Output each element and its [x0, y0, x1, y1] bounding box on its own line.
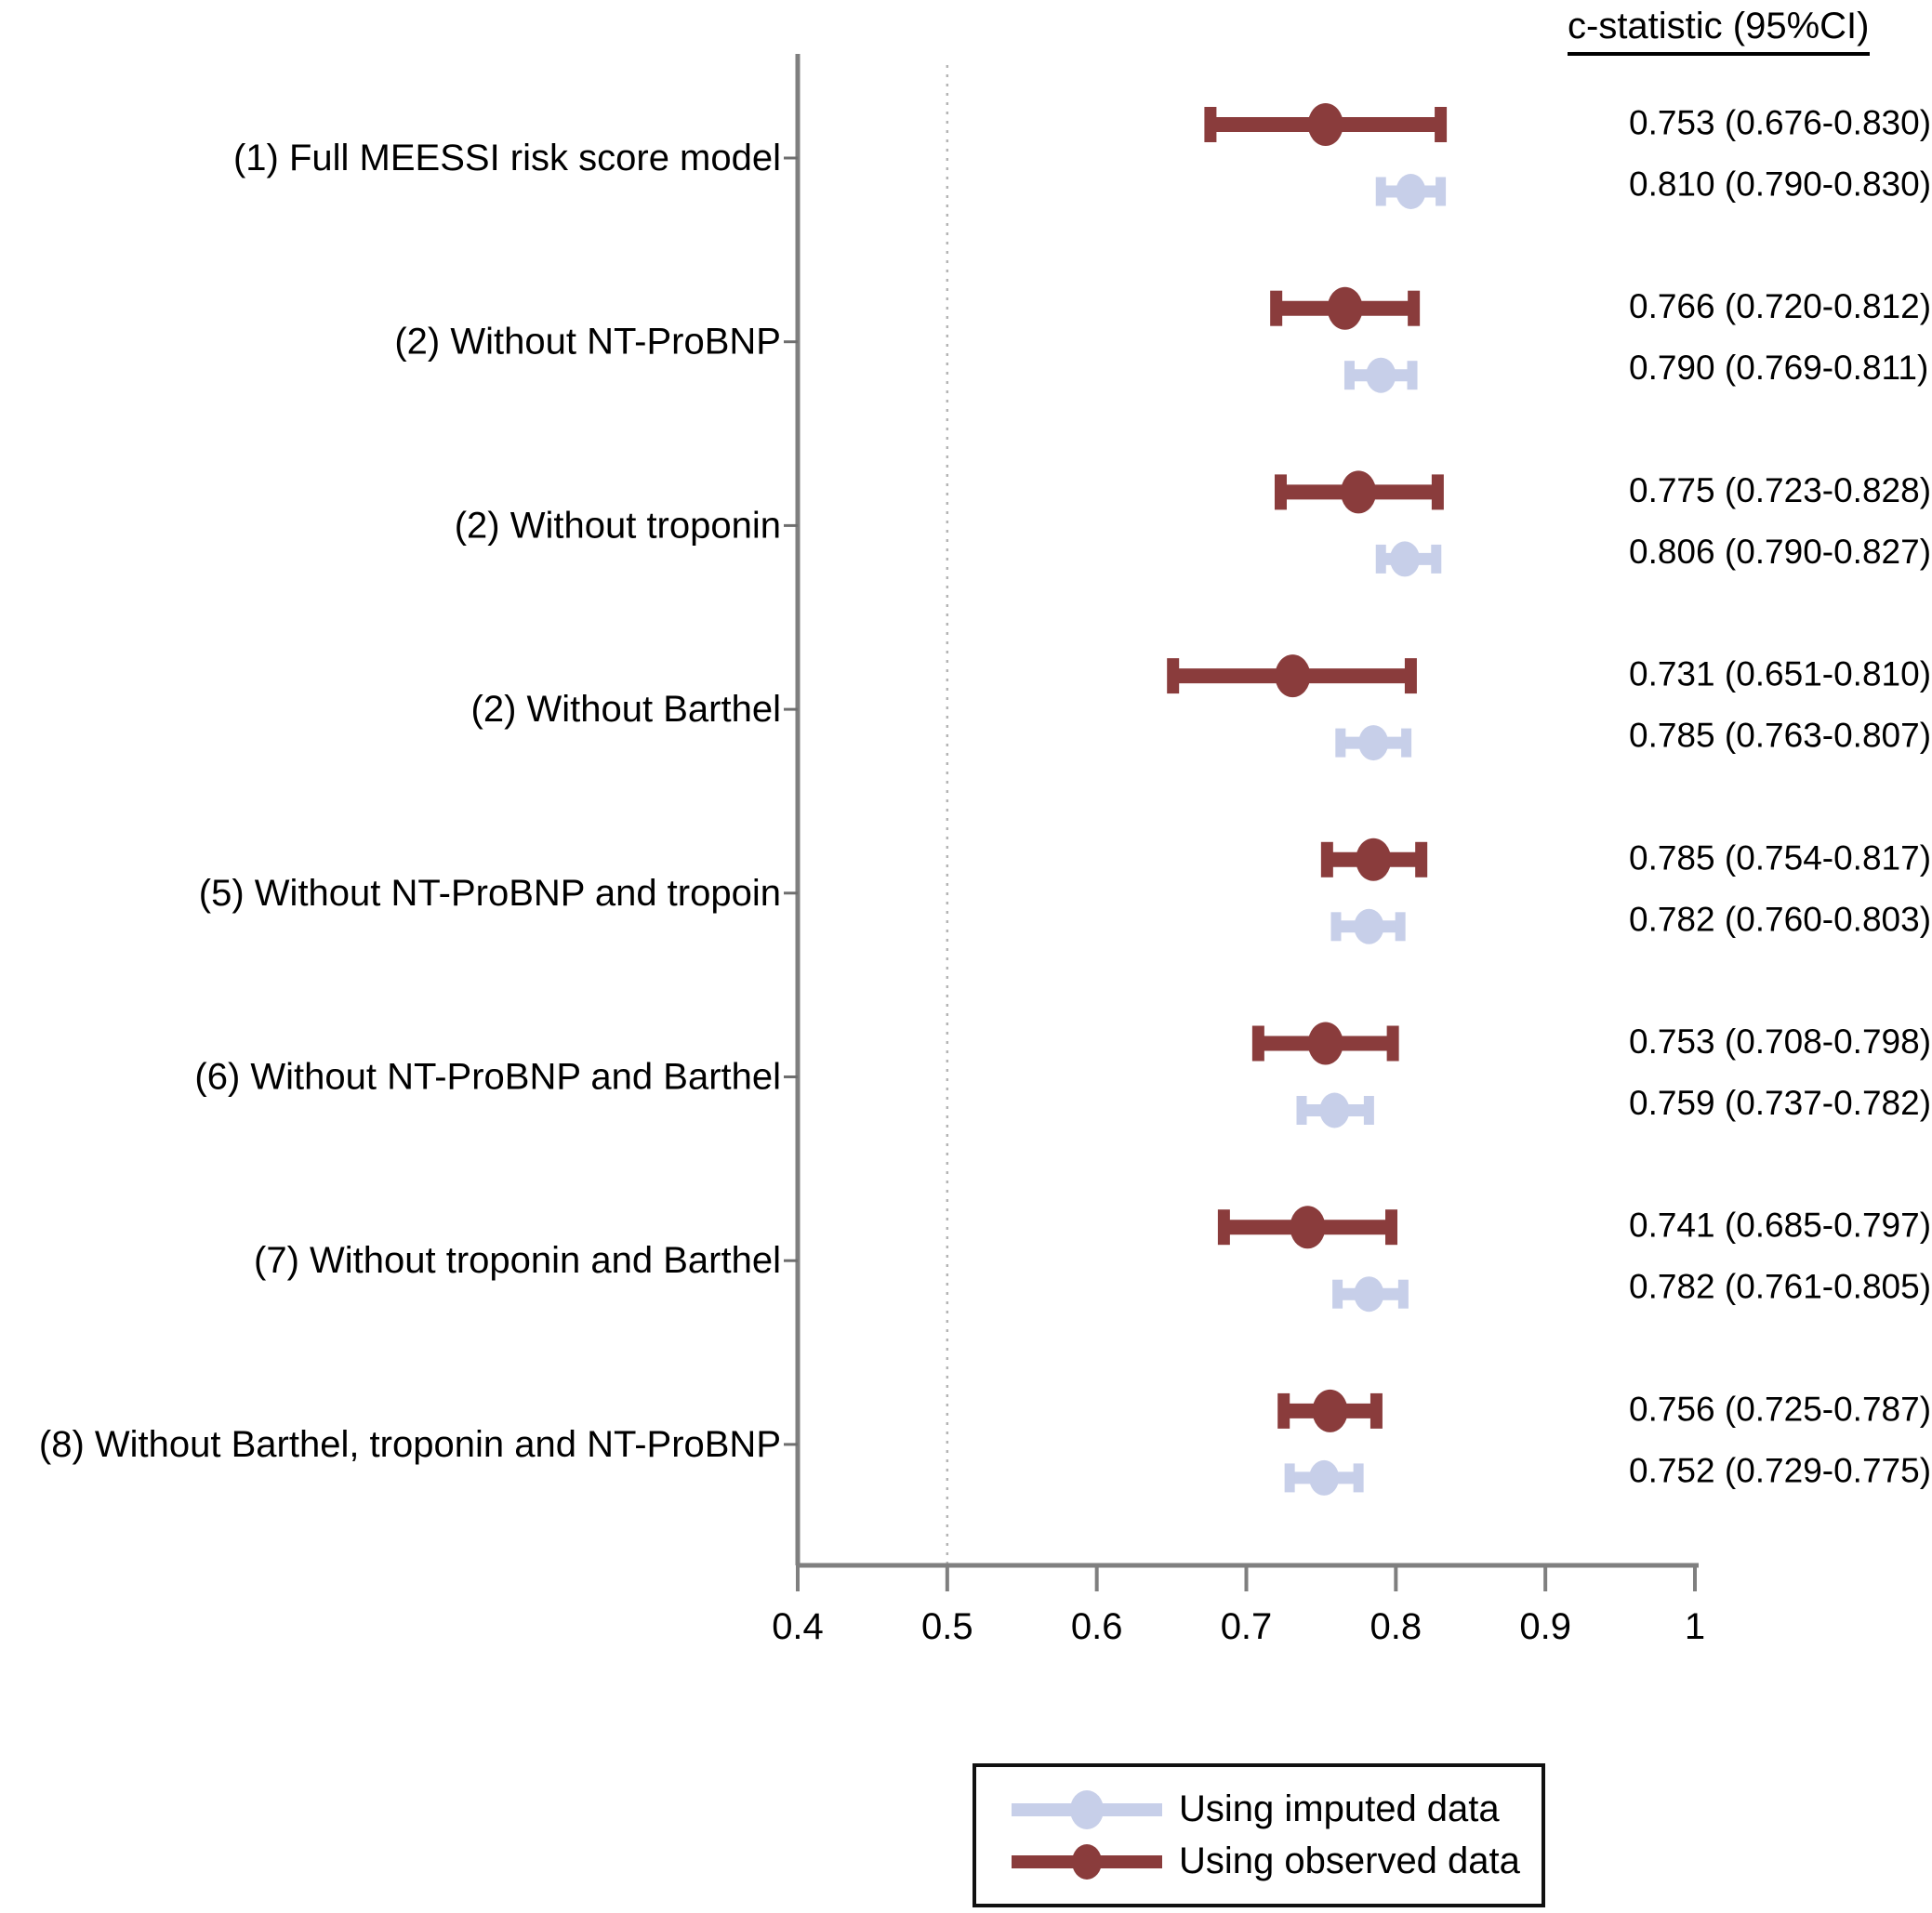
legend-label-imputed: Using imputed data	[1179, 1788, 1500, 1829]
imputed-marker	[1335, 725, 1411, 760]
c-statistic-value-observed: 0.753 (0.708-0.798)	[1629, 1022, 1932, 1061]
ci-cap-high	[1408, 291, 1420, 326]
ci-cap-low	[1167, 658, 1179, 693]
ci-cap-high	[1431, 545, 1441, 574]
imputed-marker	[1331, 909, 1406, 944]
estimate-dot	[1390, 541, 1420, 576]
x-axis-tick-label: 0.6	[1070, 1606, 1123, 1647]
estimate-dot	[1354, 909, 1383, 944]
c-statistic-value-imputed: 0.790 (0.769-0.811)	[1629, 349, 1929, 388]
c-statistic-value-observed: 0.731 (0.651-0.810)	[1629, 654, 1932, 693]
ci-cap-low	[1275, 474, 1287, 509]
c-statistic-value-observed: 0.753 (0.676-0.830)	[1629, 103, 1932, 142]
observed-marker	[1218, 1206, 1397, 1248]
imputed-marker	[1285, 1460, 1364, 1496]
row-label: (2) Without NT-ProBNP	[394, 321, 781, 363]
estimate-dot	[1358, 725, 1388, 760]
imputed-marker	[1332, 1276, 1409, 1312]
observed-marker	[1275, 470, 1444, 513]
estimate-dot	[1308, 1022, 1343, 1065]
ci-cap-high	[1364, 1096, 1374, 1125]
ci-cap-low	[1285, 1463, 1295, 1492]
ci-cap-low	[1332, 1280, 1343, 1309]
estimate-dot	[1341, 470, 1376, 513]
ci-cap-high	[1436, 178, 1446, 206]
ci-cap-low	[1252, 1026, 1264, 1062]
c-statistic-value-observed: 0.775 (0.723-0.828)	[1629, 470, 1932, 509]
ci-cap-low	[1344, 361, 1355, 389]
ci-cap-high	[1354, 1463, 1364, 1492]
c-statistic-value-observed: 0.785 (0.754-0.817)	[1629, 838, 1932, 877]
estimate-dot	[1319, 1093, 1349, 1128]
ci-cap-low	[1321, 842, 1333, 877]
row-label: (1) Full MEESSI risk score model	[232, 138, 781, 178]
c-statistic-value-imputed: 0.785 (0.763-0.807)	[1629, 716, 1932, 755]
x-axis-tick-label: 0.4	[772, 1606, 824, 1647]
imputed-marker-icon	[1008, 1786, 1166, 1834]
row-label: (5) Without NT-ProBNP and tropoin	[198, 872, 781, 914]
x-axis-tick-label: 0.9	[1519, 1606, 1571, 1647]
c-statistic-value-observed: 0.756 (0.725-0.787)	[1629, 1390, 1932, 1429]
estimate-dot	[1290, 1206, 1325, 1248]
c-statistic-value-imputed: 0.782 (0.760-0.803)	[1629, 900, 1932, 939]
estimate-dot	[1308, 103, 1343, 146]
ci-cap-low	[1204, 107, 1216, 142]
x-axis-tick-label: 1	[1684, 1606, 1706, 1647]
ci-cap-low	[1376, 545, 1386, 574]
ci-cap-high	[1387, 1026, 1399, 1062]
estimate-dot	[1328, 287, 1363, 330]
observed-marker	[1167, 654, 1417, 697]
legend-label-observed: Using observed data	[1179, 1840, 1520, 1881]
row-label: (6) Without NT-ProBNP and Barthel	[194, 1056, 781, 1098]
ci-cap-high	[1398, 1280, 1409, 1309]
estimate-dot	[1366, 358, 1396, 393]
ci-cap-low	[1277, 1393, 1290, 1429]
row-label: (8) Without Barthel, troponin and NT-ProBNP	[38, 1423, 781, 1465]
ci-cap-high	[1432, 474, 1444, 509]
ci-cap-low	[1297, 1096, 1307, 1125]
value-column-header: c-statistic (95%CI)	[1568, 6, 1870, 56]
row-label: (7) Without troponin and Barthel	[254, 1240, 781, 1282]
ci-cap-low	[1270, 291, 1282, 326]
estimate-dot	[1275, 654, 1310, 697]
legend	[973, 1763, 1545, 1907]
observed-marker	[1270, 287, 1420, 330]
observed-marker	[1204, 103, 1447, 146]
c-statistic-value-observed: 0.741 (0.685-0.797)	[1629, 1206, 1932, 1245]
c-statistic-value-imputed: 0.752 (0.729-0.775)	[1629, 1451, 1932, 1490]
ci-cap-high	[1408, 361, 1418, 389]
ci-cap-high	[1370, 1393, 1383, 1429]
ci-cap-low	[1376, 178, 1386, 206]
ci-cap-high	[1396, 912, 1406, 941]
estimate-dot	[1396, 174, 1425, 209]
c-statistic-value-imputed: 0.810 (0.790-0.830)	[1629, 165, 1932, 204]
x-axis-tick-label: 0.5	[921, 1606, 973, 1647]
ci-cap-low	[1331, 912, 1342, 941]
ci-cap-low	[1335, 729, 1345, 758]
observed-marker-icon	[1008, 1838, 1166, 1886]
ci-cap-high	[1405, 658, 1417, 693]
estimate-dot	[1309, 1460, 1339, 1496]
imputed-marker	[1297, 1093, 1374, 1128]
ci-cap-high	[1415, 842, 1427, 877]
estimate-dot	[1356, 838, 1391, 881]
imputed-marker	[1376, 541, 1442, 576]
observed-marker	[1321, 838, 1427, 881]
estimate-dot	[1354, 1276, 1383, 1312]
c-statistic-value-observed: 0.766 (0.720-0.812)	[1629, 287, 1932, 326]
row-label: (2) Without Barthel	[470, 689, 781, 731]
legend-item-observed	[1008, 1838, 1542, 1886]
imputed-marker	[1344, 358, 1418, 393]
legend-item-imputed	[1008, 1786, 1542, 1834]
ci-cap-high	[1435, 107, 1447, 142]
x-axis-tick-label: 0.7	[1220, 1606, 1273, 1647]
c-statistic-value-imputed: 0.806 (0.790-0.827)	[1629, 532, 1932, 571]
c-statistic-value-imputed: 0.759 (0.737-0.782)	[1629, 1084, 1932, 1122]
x-axis-tick-label: 0.8	[1370, 1606, 1423, 1647]
observed-marker	[1277, 1390, 1383, 1432]
ci-cap-low	[1218, 1209, 1230, 1245]
ci-cap-high	[1385, 1209, 1397, 1245]
estimate-dot	[1313, 1390, 1348, 1432]
ci-cap-high	[1401, 729, 1411, 758]
observed-marker	[1252, 1022, 1399, 1065]
row-label: (2) Without troponin	[454, 505, 781, 547]
imputed-marker	[1376, 174, 1446, 209]
c-statistic-value-imputed: 0.782 (0.761-0.805)	[1629, 1267, 1932, 1306]
